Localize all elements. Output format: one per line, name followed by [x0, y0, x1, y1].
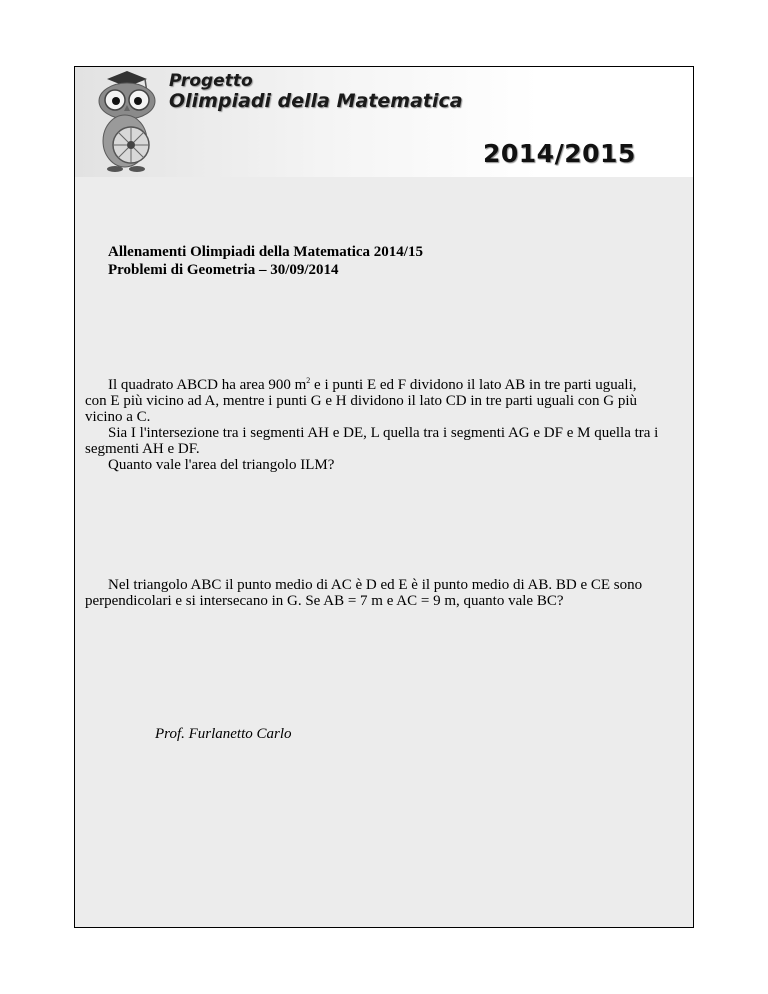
problem1-line2: con E più vicino ad A, mentre i punti G e H dividono il lato CD in tre parti uguali con G più — [85, 393, 637, 409]
header-banner — [75, 67, 693, 177]
problem1-line1 — [85, 377, 675, 393]
problem1-line1-b: e i punti E ed F dividono il lato AB in tre parti uguali, — [310, 377, 637, 393]
problem1-line4: Sia I l'intersezione tra i segmenti AH e DE, L quella tra i segmenti AG e DF e M quella tra i — [108, 425, 659, 441]
problem2-line2: perpendicolari e si intersecano in G. Se AB = 7 m e AC = 9 m, quanto vale BC? — [85, 593, 564, 609]
problem-1 — [85, 377, 675, 473]
page-frame — [74, 66, 694, 928]
heading-line2: Problemi di Geometria – 30/09/2014 — [108, 262, 339, 278]
banner-title-line2: Olimpiadi della Matematica — [169, 90, 463, 112]
problem1-superscript: 2 — [306, 376, 311, 385]
problem1-line1-a: Il quadrato ABCD ha area 900 m — [108, 377, 307, 393]
banner-title — [169, 71, 463, 111]
problem1-line3: vicino a C. — [85, 409, 151, 425]
heading-line1: Allenamenti Olimpiadi della Matematica 2014/15 — [108, 244, 423, 260]
problem1-line6: Quanto vale l'area del triangolo ILM? — [108, 457, 335, 473]
signature: Prof. Furlanetto Carlo — [155, 726, 292, 742]
banner-title-line1: Progetto — [169, 71, 253, 91]
problem1-line5: segmenti AH e DF. — [85, 441, 200, 457]
banner-year: 2014/2015 — [483, 139, 636, 168]
problem2-line1: Nel triangolo ABC il punto medio di AC è D ed E è il punto medio di AB. BD e CE sono — [108, 577, 643, 593]
problem-2 — [85, 577, 675, 609]
document-heading — [108, 243, 423, 279]
owl-mascot-icon — [85, 69, 165, 175]
